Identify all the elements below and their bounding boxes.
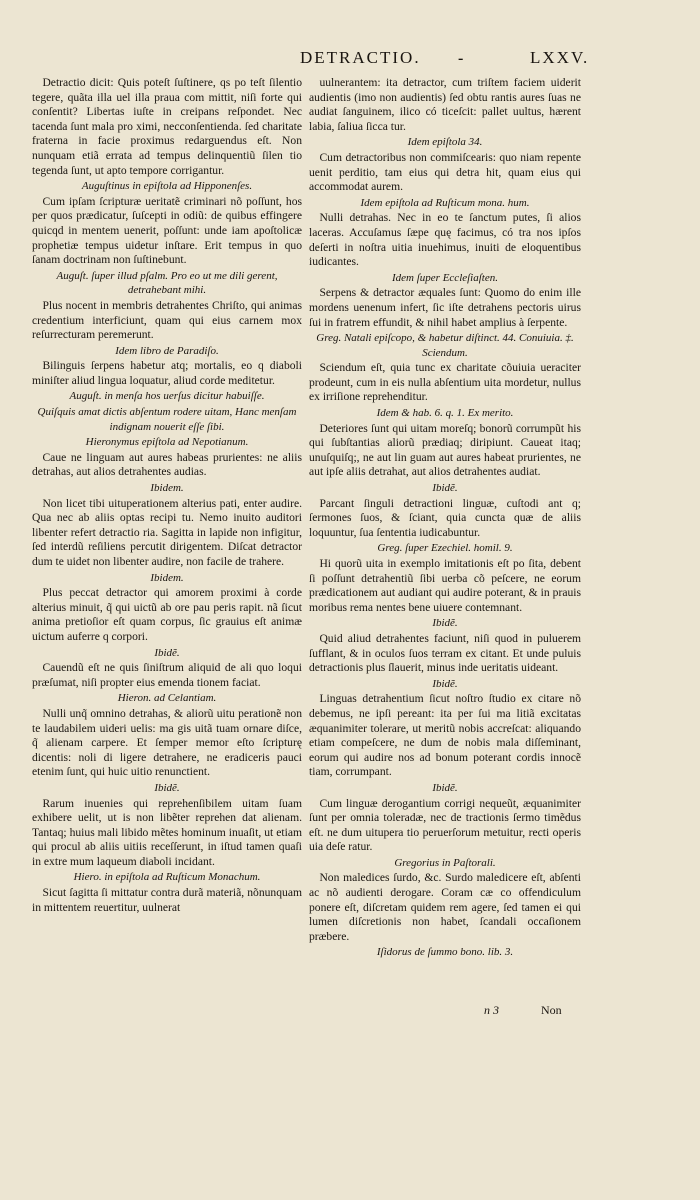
text-paragraph: Cum detractoribus non commiſcearis: quo niam repente uenit perditio, tam eius qui detra hit, quam eius qui accommodat aurem.: [309, 150, 581, 194]
header-dash: -: [458, 50, 464, 67]
source-citation: Idem libro de Paradiſo.: [115, 344, 219, 357]
catchword: Non: [541, 1003, 562, 1017]
source-citation: Greg. Natali epiſcopo, & habetur diſtinct. 44. Conuiuia. ‡. Sciendum.: [316, 332, 574, 359]
text-paragraph: Quid aliud detrahentes faciunt, niſi quod in puluerem ſufflant, & in oculos ſuos terram ex citant. Et unde puluis detractionis plus ſlauerit, minus inde ueritatis uideant.: [309, 631, 581, 675]
source-citation: Greg. ſuper Ezechiel. homil. 9.: [377, 542, 513, 555]
page-footer: [0, 1003, 700, 1023]
text-paragraph: Nulli detrahas. Nec in eo te ſanctum putes, ſi alios laceras. Accuſamus ſæpe quę facimus, có tra nos ipſos deſerti in noſtra uitia inuehimus, inuiti de eloquentibus iudicantes.: [309, 211, 581, 269]
text-paragraph: Cauendũ eſt ne quis ſiniſtrum aliquid de ali quo loqui præſumat, niſi propter eius emenda tionem faciat.: [32, 661, 302, 689]
source-citation: Hieron. ad Celantiam.: [117, 692, 217, 705]
text-paragraph: Bilinguis ſerpens habetur atq; mortalis, eo q diaboli miniſter aliud lingua loquatur, aliud corde meditetur.: [32, 359, 302, 387]
source-citation: Ibidem.: [150, 571, 184, 584]
text-paragraph: Deteriores ſunt qui uitam moreſq; bonorũ corrumpũt his qui ſubſtantias aliorũ prædiaq; diripiunt. Caueat itaq; unuſquiſq;, ne aut lin guam aut aures habeat prurientes, ne aut ipſe aliis detrahat, aut alios detrahentes audiat.: [309, 421, 581, 479]
text-paragraph: Caue ne linguam aut aures habeas prurientes: ne aliis detrahas, aut alios detrahentes audias.: [32, 450, 302, 479]
source-citation: Ibidẽ.: [432, 617, 458, 630]
text-paragraph: uulnerantem: ita detractor, cum triſtem faciem uiderit audientis (imo non audientis) ſed obtu rantis aures ſuas ne audiat ſanguinem, ilico có ticeſcit: pallet uultus, hærent labia, ſaliua ſicca tur.: [309, 76, 581, 133]
source-citation: Ibidẽ.: [432, 781, 458, 794]
text-paragraph: Non licet tibi uituperationem alterius pati, enter audire. Qua nec ab aliis optas recipi tu. Nemo inuito auditori libenter refert detractio ria. Sagitta in lapide non infigitur, ſed interdũ reſiliens percutit dirigentem. Diſcat detractor dum te uidet non libenter audire, non facile de trahere.: [32, 496, 302, 568]
source-citation: Ibidẽ.: [154, 646, 180, 659]
running-header: [0, 48, 700, 74]
text-paragraph: Hi quorũ uita in exemplo imitationis eſt po ſita, debent ſi poſſunt detrahentiũ ſibi uerba cõ peſcere, ne eorum prædicationem aut audiant qui audire poterant, & in prauis moribus rema nentes bene uiuere contemnant.: [309, 557, 581, 614]
text-paragraph: Serpens & detractor æquales ſunt: Quomo do enim ille mordens uenenum infert, ſic iſte detrahens pectoris uirus ſui in fratrem effundit, & nihil habet amplius à ſerpente.: [309, 286, 581, 329]
source-citation: Ibidẽ.: [432, 482, 458, 495]
text-paragraph: Sciendum eſt, quia tunc ex charitate cõuiuia ueraciter prodeunt, cum in eis nulla abſentium uita mordetur, nullus ex irriſione reprehenditur.: [309, 361, 581, 404]
signature-mark: n 3: [484, 1003, 499, 1017]
running-title: DETRACTIO.: [300, 48, 421, 67]
source-citation: Iſidorus de ſummo bono. lib. 3.: [376, 946, 514, 959]
text-paragraph: Detractio dicit: Quis poteſt ſuſtinere, qs po teſt ſilentio tegere, quãta illa uel illa praua com mittit, niſi forte qui conſentit? Libertas iuſte in creipans reſpondet. Nec tacenda ſunt mala pro ximi, necconſentienda. ſed charitate fraterna in facie proximus redarguendus eſt. Non nunquam etiã errata ad tempus delinquentiũ ſilen tio tegenda ſunt, ut apto tempore corrigantur.: [32, 76, 302, 177]
text-paragraph: Plus nocent in membris detrahentes Chriſto, qui animas credentium interficiunt, quam qui eius carnem mox reſurrecturam peremerunt.: [32, 298, 302, 342]
right-column: [309, 76, 581, 961]
source-citation: Gregorius in Paſtorali.: [394, 856, 496, 869]
left-column: [32, 76, 302, 915]
text-paragraph: Sicut ſagitta ſi mittatur contra durã materiã, nõnunquam in mittentem reuertitur, uulnerat: [32, 886, 302, 914]
source-citation: Ibidẽ.: [432, 677, 458, 690]
text-paragraph: Nulli unq̃ omnino detrahas, & aliorũ uitu perationẽ non te laudabilem uideri uelis: ma gis uitã tuam ornare diſce, q̃ alienam carpere. Et ſemper memor eſto ſcripturę dicentis: noli di ligere detrahere, ne eradiceris pauci etenim ſunt, qui huic uitio renunctient.: [32, 706, 302, 779]
text-paragraph: Parcant ſinguli detractioni linguæ, cuſtodi ant q; ſermones ſuos, & ſciant, quia cuncta quæ de aliis loquuntur, ſua ſententia iudicabuntur.: [309, 496, 581, 539]
text-paragraph: Rarum inuenies qui reprehenſibilem uitam ſuam exhibere uelit, ut is non libẽter reprehen dat alienam. Tantaq; huius mali libido mẽtes hominum inuaſit, ut etiam qui procul ab aliis uitiis receſſerunt, in iſtud tamen quaſi in extre mum laqueum diaboli incidant.: [32, 796, 302, 868]
source-citation: Idem epiſtola 34.: [407, 136, 483, 149]
folio-number: LXXV.: [530, 48, 590, 67]
source-citation: Idem ſuper Eccleſiaſten.: [392, 271, 498, 284]
text-paragraph: Cum linguæ derogantium corrigi nequeũt, æquanimiter ſunt per omnia toleradæ, nec de tractionis ſermo timẽdus eſt. ne dum uitupera tio peruerſorum metuitur, recti operis uia deſe ratur.: [309, 796, 581, 854]
source-citation: Quiſquis amat dictis abſentum rodere uitam, Hanc menſam indignam nouerit eſſe ſibi.: [37, 406, 297, 433]
source-citation: Hiero. in epiſtola ad Ruſticum Monachum.: [73, 871, 261, 884]
text-paragraph: Cum ipſam ſcripturæ ueritatẽ criminari nõ poſſunt, hos per quos prædicatur, ſuſcepti in odiũ: de quibus effingere quicqd in mentem uenerit, poſſunt: unde iam apoſtolicæ prophetiæ tempus uidetur inſtare. Erit tempus in quo ſanam doctrinam non ſuſtinebunt.: [32, 194, 302, 267]
source-citation: Idem epiſtola ad Ruſticum mona. hum.: [360, 196, 530, 209]
source-citation: Ibidẽ.: [154, 781, 180, 794]
text-paragraph: Plus peccat detractor qui amorem proximi à corde alterius minuit, q̃ qui uictũ ab ore pau peris rapit. nã ſicut anima pretioſior eſt quam corpus, ſic grauius eſt animæ uictum auferre q corpori.: [32, 586, 302, 643]
source-citation: Auguſt. in menſa hos uerſus dicitur habuiſſe.: [69, 390, 265, 403]
source-citation: Auguſt. ſuper illud pſalm. Pro eo ut me dili gerent, detrahebant mihi.: [56, 269, 278, 297]
text-paragraph: Non maledices ſurdo, &c. Surdo maledicere eſt, abſenti ac nõ audienti derogare. Coram cæ co offendiculum ponere eſt, diſcretam quidem rem agere, ſed tamen ei qui lumen diſcretionis non habet, ſcandali occaſionem præbere.: [309, 871, 581, 943]
text-paragraph: Linguas detrahentium ſicut noſtro ſtudio ex citare nõ debemus, ne ipſi pereant: ita per ſui ma litiã excitatas æquanimiter tolerare, ut meritũ nobis accreſcat: aliquando etiam compeſcere, ne dum de nobis mala diſſeminant, eorum qui audire nos ad bonum poterant cordis innocẽ tiam, corrumpant.: [309, 692, 581, 779]
source-citation: Idem & hab. 6. q. 1. Ex merito.: [376, 407, 514, 420]
source-citation: Hieronymus epiſtola ad Nepotianum.: [85, 436, 249, 449]
source-citation: Ibidem.: [150, 482, 184, 495]
source-citation: Auguſtinus in epiſtola ad Hipponenſes.: [81, 180, 253, 193]
